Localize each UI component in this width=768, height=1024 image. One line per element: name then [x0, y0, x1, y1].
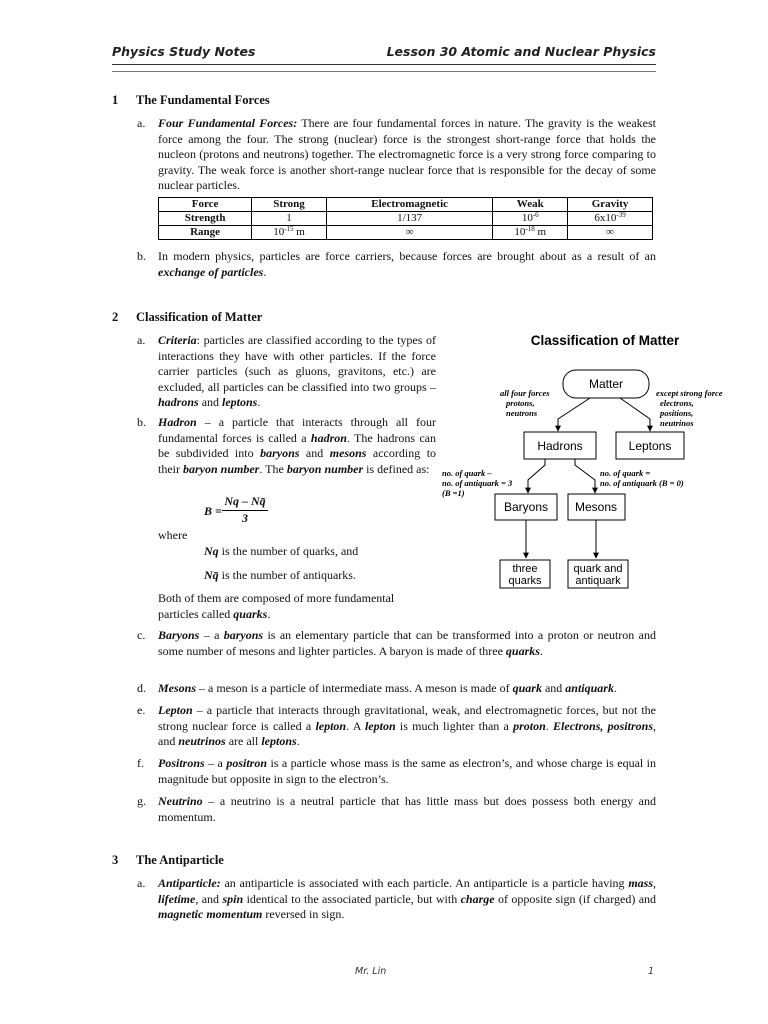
section-3-heading: 3 The Antiparticle — [112, 853, 224, 867]
header-rule — [112, 64, 656, 65]
section-2-title: Classification of Matter — [136, 310, 263, 324]
section-1-title: The Fundamental Forces — [136, 93, 270, 107]
term-four-forces: Four Fundamental Forces: — [158, 116, 298, 130]
svg-text:neutrinos: neutrinos — [660, 418, 694, 428]
footer-page-number: 1 — [648, 966, 655, 977]
svg-text:positions,: positions, — [660, 408, 694, 418]
forces-table — [158, 197, 653, 240]
diagram-title: Classification of Matter — [530, 333, 680, 348]
section-1-item-b: b. In modern physics, particles are force carriers, because forces are brought about as a result of an exchange of particles. — [137, 249, 656, 279]
baryon-number-formula: $\frac{Nq - Nq̄}{3}$ — [222, 494, 268, 526]
table-row: Strength 1 1/137 $10^{-6}$ $6x10^{-39}$ — [159, 212, 653, 226]
header-right: Lesson 30 Atomic and Nuclear Physics — [386, 44, 656, 59]
nq-definition: Nq is the number of quarks, and — [204, 544, 359, 558]
section-1-heading: 1 The Fundamental Forces — [112, 93, 270, 107]
arrow-to-baryons — [528, 459, 545, 493]
section-1-item-a: a. Four Fundamental Forces: There are four fundamental forces in nature. The gravity is the weakest force among the four. The strong (nuclear) force is the strongest short-range force that holds the nucleon (protons and neutrons) together. The electromagnetic force is a very strong force comparing to gravity. The weak force is another short-range nuclear force that is responsible for the decay of some nuclear particles. — [137, 116, 656, 192]
section-2-heading: 2 Classification of Matter — [112, 310, 263, 324]
svg-text:no. of antiquark = 3: no. of antiquark = 3 — [442, 478, 513, 488]
svg-text:all four forces: all four forces — [500, 388, 550, 398]
section-2-item-f: f. Positrons – a positron is a particle whose mass is the same as electron’s, and whose charge is equal in magnitude but opposite in sign to the electron’s. — [137, 756, 656, 786]
footer-author: Mr. Lin — [355, 966, 387, 977]
svg-text:antiquark: antiquark — [575, 575, 621, 587]
svg-text:no. of antiquark (B = 0): no. of antiquark (B = 0) — [600, 478, 684, 488]
leptons-label: Leptons — [628, 439, 672, 453]
svg-text:electrons,: electrons, — [660, 398, 694, 408]
svg-text:quark and: quark and — [573, 563, 623, 575]
section-2-item-c: c. Baryons – a baryons is an elementary particle that can be transformed into a proton or neutron and some number of mesons and lighter particles. A baryon is made of three quarks. — [137, 628, 656, 658]
header-left: Physics Study Notes — [112, 44, 256, 59]
section-3-title: The Antiparticle — [136, 853, 224, 867]
section-3-item-a: a. Antiparticle: an antiparticle is associated with each particle. An antiparticle is a particle having mass, lifetime, and spin identical to the associated particle, but with charge of opposite sign (if charged) and magnetic momentum reversed in sign. — [137, 876, 657, 921]
matter-label: Matter — [588, 377, 624, 391]
section-2-item-g: g. Neutrino – a neutrino is a neutral particle that has little mass but does possess both energy and momentum. — [137, 794, 657, 824]
svg-text:(B =1): (B =1) — [442, 488, 465, 498]
arrow-to-hadrons — [558, 398, 590, 431]
arrow-to-mesons — [575, 459, 595, 493]
svg-text:quarks: quarks — [508, 575, 542, 587]
svg-text:except strong force: except strong force — [656, 388, 723, 398]
where-text: where — [158, 528, 188, 542]
hadrons-label: Hadrons — [537, 439, 583, 453]
section-2-item-d: d. Mesons – a meson is a particle of intermediate mass. A meson is made of quark and antiquark. — [137, 681, 617, 695]
term-exchange: exchange of particles — [158, 264, 264, 279]
section-2-item-b: b. Hadron – a particle that interacts through all four fundamental forces is called a hadron. The hadrons can be subdivided into baryons and mesons according to their baryon number. The baryon number is defined as: — [137, 415, 437, 476]
mesons-label: Mesons — [574, 500, 618, 514]
svg-text:no. of quark =: no. of quark = — [600, 468, 651, 478]
section-2-item-a: a. Criteria: particles are classified according to the types of interactions they have with other particles. If the force carrier particles (such as gluons, gravitons, etc.) are excluded, all particles can be classified into two groups – hadrons and leptons. — [137, 333, 436, 409]
table-row: Range $10^{-15}$ m ∞ $10^{-18}$ m ∞ — [159, 226, 653, 240]
composed-text: Both of them are composed of more fundamental particles called quarks. — [158, 591, 395, 621]
classification-diagram — [440, 325, 740, 595]
arrow-to-leptons — [620, 398, 650, 431]
svg-text:protons,: protons, — [506, 398, 535, 408]
svg-text:no. of quark –: no. of quark – — [442, 468, 492, 478]
nqbar-definition: Nq̄ is the number of antiquarks. — [204, 568, 356, 582]
table-header-row: Force Strong Electromagnetic Weak Gravity — [159, 198, 653, 212]
svg-text:three: three — [512, 563, 538, 575]
svg-text:neutrons: neutrons — [506, 408, 538, 418]
baryons-label: Baryons — [503, 500, 549, 514]
formula-lhs: B = — [204, 504, 222, 518]
section-2-item-e: e. Lepton – a particle that interacts through gravitational, weak, and electromagnetic forces, but not the strong nuclear force is called a lepton. A lepton is much lighter than a proton. Electrons, positrons, and neutrinos are all leptons. — [137, 703, 657, 748]
header-rule-secondary — [112, 71, 656, 72]
